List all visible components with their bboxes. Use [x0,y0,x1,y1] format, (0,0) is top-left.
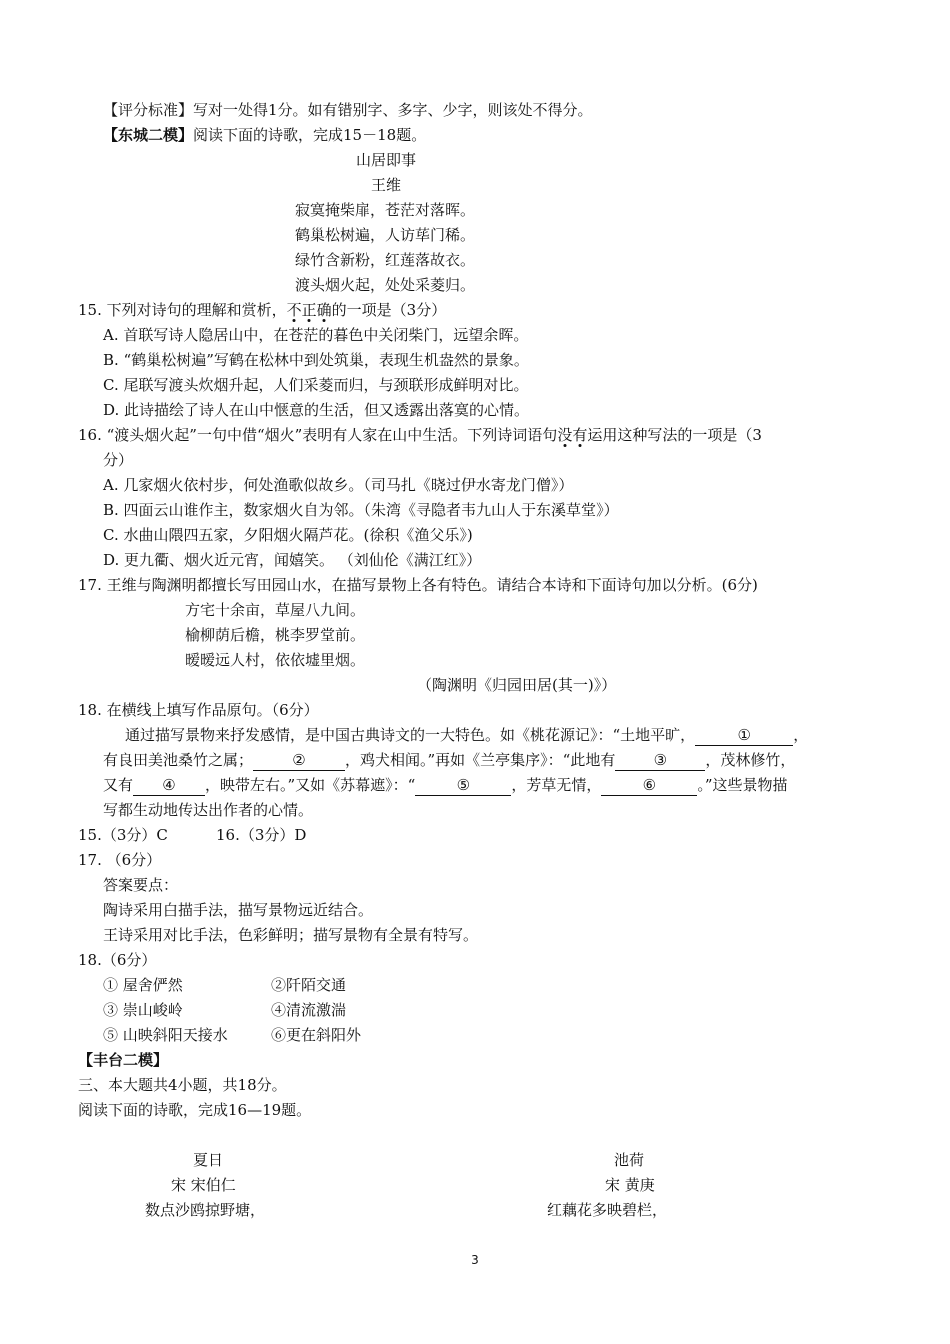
answer-18-row: ⑤ 山映斜阳天接水 ⑥更在斜阳外 [103,1026,362,1044]
scoring-note: 【评分标准】写对一处得1分。如有错别字、多字、少字，则该处不得分。 [103,101,593,119]
emphasis-dotted [287,301,332,319]
poem-lines-row [0,1198,950,1223]
poem-author: 王维 [371,176,402,194]
fengtai-header [0,1048,950,1073]
emphasis-char: 正 [301,301,317,319]
fill-paragraph-line: 有良田美池桑竹之属； ② ，鸡犬相闻。”再如《兰亭集序》：“此地有 ③ ，茂林修竹， [103,751,796,769]
question-16-cont: 分） [103,451,134,469]
poem-line: 渡头烟火起，处处采菱归。 [295,276,476,294]
right-poem-author: 宋 黄庚 [605,1176,655,1194]
poem-line: 寂寞掩柴扉，苍茫对落晖。 [295,201,476,219]
quoted-poem-line: 方宅十余亩，草屋八九间。 [185,601,366,619]
question-15: 15. 下列对诗句的理解和赏析，不正确的一项是（3分） [78,301,447,319]
fill-blank-2[interactable]: ② [253,750,345,771]
fill-paragraph-line: 写都生动地传达出作者的心情。 [103,801,314,819]
poem-line: 绿竹含新粉，红莲落故衣。 [295,251,476,269]
answer-18-head: 18.（6分） [78,951,157,969]
poem-authors-row [0,1173,950,1198]
answer-17-head: 17. （6分） [78,851,162,869]
option: D. 此诗描绘了诗人在山中惬意的生活，但又透露出落寞的心情。 [103,401,530,419]
option: B. “鹤巢松树遍”写鹤在松林中到处筑巢，表现生机盎然的景象。 [103,351,529,369]
fill-blank-6[interactable]: ⑥ [601,775,697,796]
section-tag: 【东城二模】 [103,126,194,144]
answer-15-16: 15.（3分）C 16.（3分）D [78,826,307,844]
left-poem-author: 宋 宋伯仁 [171,1176,236,1194]
answer-17-line: 答案要点： [103,876,179,894]
option: C. 尾联写渡头炊烟升起，人们采菱而归，与颈联形成鲜明对比。 [103,376,529,394]
question-17: 17. 王维与陶渊明都擅长写田园山水，在描写景物上各有特色。请结合本诗和下面诗句加以分析。(6分) [78,576,758,594]
question-16: 16. “渡头烟火起”一句中借“烟火”表明有人家在山中生活。下列诗词语句没有运用这种写法的一项是（3 [78,426,762,444]
left-poem-title: 夏日 [193,1151,224,1169]
fill-paragraph-line: 又有 ④ ，映带左右。”又如《苏幕遮》：“ ⑤ ，芳草无情， ⑥ 。”这些景物描 [103,776,788,794]
section-heading: 三、本大题共4小题，共18分。 [78,1076,287,1094]
option: C. 水曲山隈四五家，夕阳烟火隔芦花。(徐积《渔父乐》) [103,526,473,544]
fill-blank-4[interactable]: ④ [133,775,205,796]
answer-18-row: ① 屋舍俨然 ②阡陌交通 [103,976,347,994]
emphasis-char: 有 [572,426,588,444]
fill-blank-5[interactable]: ⑤ [415,775,511,796]
fill-paragraph-line: 通过描写景物来抒发感情，是中国古典诗文的一大特色。如《桃花源记》：“土地平旷， ① ， [125,726,809,744]
poem-titles-row [0,1148,950,1173]
option: D. 更九衢、烟火近元宵，闻嬉笑。 （刘仙伦《满江红》） [103,551,482,569]
section-tag: 【丰台二模】 [78,1051,169,1069]
fill-blank-3[interactable]: ③ [615,750,705,771]
left-poem-line: 数点沙鸥掠野塘， [145,1201,266,1219]
poem-line: 鹤巢松树遍，人访荜门稀。 [295,226,476,244]
answer-17-line: 王诗采用对比手法，色彩鲜明；描写景物有全景有特写。 [103,926,479,944]
emphasis-char: 确 [316,301,332,319]
question-18: 18. 在横线上填写作品原句。（6分） [78,701,319,719]
option: A. 几家烟火依村步，何处渔歌似故乡。（司马扎《晓过伊水寄龙门僧》） [103,476,574,494]
quoted-poem-line: 暧暧远人村，依依墟里烟。 [185,651,366,669]
fengtai-intro: 阅读下面的诗歌，完成16—19题。 [78,1101,312,1119]
document-page [0,98,950,1223]
dongcheng-header: 【东城二模】阅读下面的诗歌，完成15－18题。 [103,126,427,144]
page-number: 3 [471,1253,479,1267]
right-poem-line: 红藕花多映碧栏， [547,1201,668,1219]
quoted-poem-line: 榆柳荫后檐，桃李罗堂前。 [185,626,366,644]
poem-title: 山居即事 [356,151,417,169]
emphasis-char: 不 [286,301,302,319]
emphasis-dotted [557,426,587,444]
right-poem-title: 池荷 [614,1151,645,1169]
answer-17-line: 陶诗采用白描手法，描写景物远近结合。 [103,901,374,919]
poem-source: （陶渊明《归园田居(其一)》） [417,676,617,694]
fill-blank-1[interactable]: ① [695,725,793,746]
spacer [0,1123,950,1148]
answer-18-row: ③ 崇山峻岭 ④清流激湍 [103,1001,347,1019]
emphasis-char: 没 [557,426,573,444]
option: B. 四面云山谁作主，数家烟火自为邻。（朱湾《寻隐者韦九山人于东溪草堂》） [103,501,619,519]
option: A. 首联写诗人隐居山中，在苍茫的暮色中关闭柴门，远望余晖。 [103,326,529,344]
